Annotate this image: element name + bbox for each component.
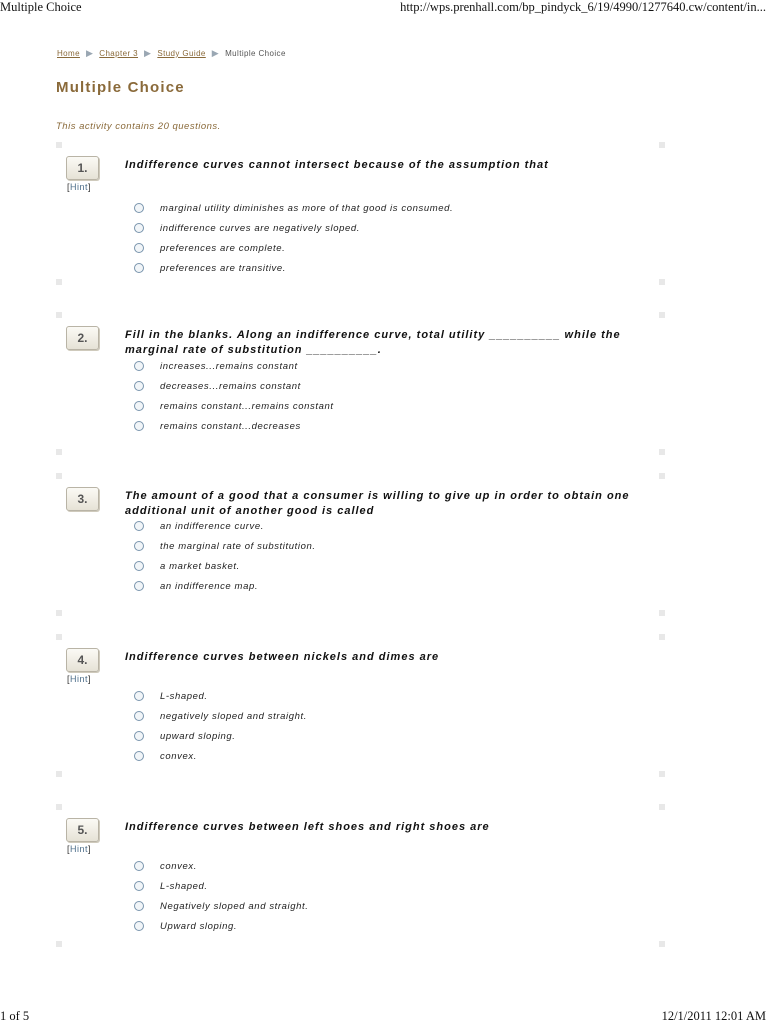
panel-corner — [659, 473, 665, 479]
answer-option[interactable] — [134, 556, 316, 576]
radio-button[interactable] — [134, 881, 144, 891]
print-header-title: Multiple Choice — [0, 0, 82, 14]
question-text: The amount of a good that a consumer is willing to give up in order to obtain one additional unit of another good is called — [125, 490, 630, 517]
question-text: Indifference curves between nickels and dimes are — [125, 651, 440, 663]
answer-option-label: marginal utility diminishes as more of that good is consumed. — [160, 202, 454, 214]
radio-button[interactable] — [134, 751, 144, 761]
print-footer-date: 12/1/2011 12:01 AM — [661, 1009, 766, 1023]
hint-button[interactable] — [67, 182, 91, 192]
breadcrumb-current: Multiple Choice — [225, 49, 286, 58]
answer-option[interactable] — [134, 416, 334, 436]
question-number-badge: 3. — [66, 487, 99, 511]
answer-option-label: preferences are transitive. — [160, 262, 287, 274]
panel-corner — [56, 941, 62, 947]
question-number-badge: 4. — [66, 648, 99, 672]
radio-button[interactable] — [134, 921, 144, 931]
panel-corner — [659, 610, 665, 616]
answer-option-label: convex. — [160, 860, 197, 872]
answer-option[interactable] — [134, 396, 334, 416]
triangle-right-icon: ▶ — [85, 48, 94, 58]
answer-options — [134, 856, 309, 936]
answer-option-label: upward sloping. — [160, 730, 236, 742]
radio-button[interactable] — [134, 521, 144, 531]
hint-bracket: [ — [67, 182, 71, 192]
panel-corner — [659, 312, 665, 318]
question-text: Fill in the blanks. Along an indifference curve, total utility __________ while the marginal rate of substitution __________. — [125, 329, 621, 356]
answer-option-label: Upward sloping. — [160, 920, 238, 932]
answer-option[interactable] — [134, 576, 316, 596]
breadcrumb-study-guide-link[interactable]: Study Guide — [157, 49, 206, 58]
answer-option[interactable] — [134, 916, 309, 936]
triangle-right-icon: ▶ — [211, 48, 220, 58]
answer-option-label: Negatively sloped and straight. — [160, 900, 309, 912]
answer-option[interactable] — [134, 516, 316, 536]
radio-button[interactable] — [134, 263, 144, 273]
panel-corner — [659, 771, 665, 777]
panel-corner — [659, 142, 665, 148]
panel-corner — [659, 279, 665, 285]
answer-option[interactable] — [134, 536, 316, 556]
answer-option[interactable] — [134, 258, 453, 278]
panel-corner — [659, 804, 665, 810]
breadcrumb-home-link[interactable]: Home — [57, 49, 80, 58]
radio-button[interactable] — [134, 381, 144, 391]
radio-button[interactable] — [134, 711, 144, 721]
answer-option-label: convex. — [160, 750, 197, 762]
answer-option-label: decreases...remains constant — [160, 380, 301, 392]
print-footer-page: 1 of 5 — [0, 1009, 30, 1023]
answer-option[interactable] — [134, 356, 334, 376]
hint-bracket: ] — [88, 182, 92, 192]
hint-link[interactable]: Hint — [70, 674, 89, 684]
hint-bracket: [ — [67, 844, 71, 854]
radio-button[interactable] — [134, 581, 144, 591]
question-text: Indifference curves cannot intersect because of the assumption that — [125, 159, 549, 171]
hint-link[interactable]: Hint — [70, 182, 89, 192]
answer-options — [134, 356, 334, 436]
panel-corner — [56, 473, 62, 479]
answer-option[interactable] — [134, 876, 309, 896]
radio-button[interactable] — [134, 223, 144, 233]
radio-button[interactable] — [134, 541, 144, 551]
hint-bracket: ] — [88, 844, 92, 854]
answer-option-label: an indifference curve. — [160, 520, 265, 532]
question-number-badge: 1. — [66, 156, 99, 180]
panel-corner — [56, 634, 62, 640]
hint-button[interactable] — [67, 674, 91, 684]
answer-option[interactable] — [134, 686, 307, 706]
radio-button[interactable] — [134, 901, 144, 911]
hint-link[interactable]: Hint — [70, 844, 89, 854]
answer-option-label: indifference curves are negatively sloped. — [160, 222, 360, 234]
radio-button[interactable] — [134, 421, 144, 431]
answer-option-label: an indifference map. — [160, 580, 259, 592]
radio-button[interactable] — [134, 401, 144, 411]
answer-options — [134, 516, 316, 596]
activity-intro: This activity contains 20 questions. — [56, 121, 221, 132]
answer-option-label: L-shaped. — [160, 690, 208, 702]
breadcrumb-chapter-link[interactable]: Chapter 3 — [99, 49, 139, 58]
panel-corner — [56, 771, 62, 777]
answer-option[interactable] — [134, 856, 309, 876]
radio-button[interactable] — [134, 243, 144, 253]
hint-bracket: [ — [67, 674, 71, 684]
question-number-badge: 2. — [66, 326, 99, 350]
answer-option-label: negatively sloped and straight. — [160, 710, 307, 722]
panel-corner — [659, 634, 665, 640]
answer-option-label: remains constant...remains constant — [160, 400, 334, 412]
radio-button[interactable] — [134, 561, 144, 571]
radio-button[interactable] — [134, 861, 144, 871]
answer-options — [134, 198, 453, 278]
breadcrumb — [57, 48, 286, 59]
hint-button[interactable] — [67, 844, 91, 854]
panel-corner — [56, 610, 62, 616]
answer-option[interactable] — [134, 706, 307, 726]
answer-option-label: increases...remains constant — [160, 360, 298, 372]
answer-option[interactable] — [134, 376, 334, 396]
question-number-badge: 5. — [66, 818, 99, 842]
answer-options — [134, 686, 307, 766]
answer-option-label: remains constant...decreases — [160, 420, 301, 432]
radio-button[interactable] — [134, 361, 144, 371]
answer-option-label: the marginal rate of substitution. — [160, 540, 316, 552]
radio-button[interactable] — [134, 203, 144, 213]
panel-corner — [56, 142, 62, 148]
triangle-right-icon: ▶ — [144, 48, 152, 58]
panel-corner — [659, 449, 665, 455]
answer-option-label: preferences are complete. — [160, 242, 286, 254]
answer-option-label: L-shaped. — [160, 880, 208, 892]
answer-option[interactable] — [134, 198, 453, 218]
panel-corner — [659, 941, 665, 947]
answer-option[interactable] — [134, 726, 307, 746]
panel-corner — [56, 312, 62, 318]
radio-button[interactable] — [134, 731, 144, 741]
answer-option[interactable] — [134, 896, 309, 916]
answer-option[interactable] — [134, 746, 307, 766]
panel-corner — [56, 449, 62, 455]
page-title: Multiple Choice — [56, 79, 185, 96]
print-header-url: http://wps.prenhall.com/bp_pindyck_6/19/4990/1277640.cw/content/in... — [400, 0, 766, 14]
question-text: Indifference curves between left shoes and right shoes are — [125, 821, 490, 833]
answer-option[interactable] — [134, 238, 453, 258]
hint-bracket: ] — [88, 674, 92, 684]
answer-option-label: a market basket. — [160, 560, 240, 572]
answer-option[interactable] — [134, 218, 453, 238]
panel-corner — [56, 279, 62, 285]
panel-corner — [56, 804, 62, 810]
radio-button[interactable] — [134, 691, 144, 701]
